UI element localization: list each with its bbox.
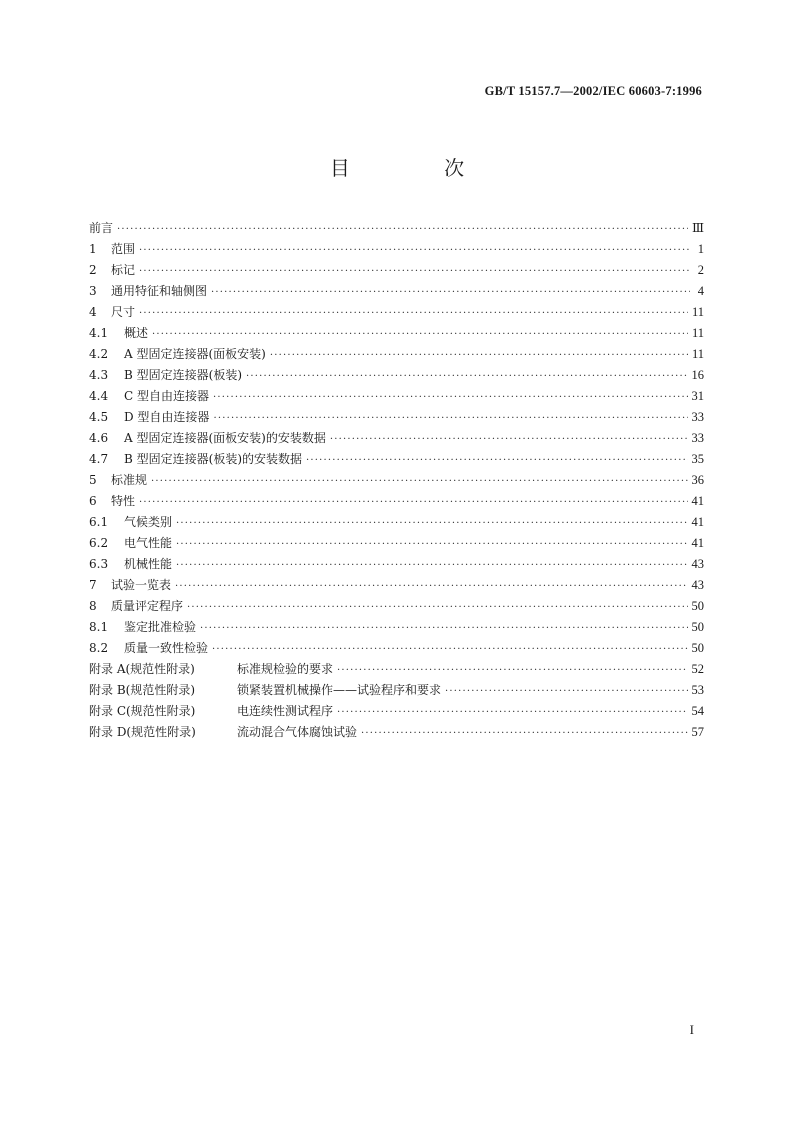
toc-entry[interactable] — [89, 428, 704, 449]
toc-entry-text: 气候类别 — [124, 515, 173, 529]
dot-leader — [445, 681, 687, 702]
toc-entry-number: 4.2 — [89, 347, 109, 361]
toc-page-number: 11 — [691, 347, 704, 361]
toc-entry-text: 标记 — [111, 263, 136, 277]
toc-page-number: 53 — [691, 683, 704, 697]
toc-page-number: 41 — [691, 536, 704, 550]
toc-entry-number: 5 — [89, 473, 97, 487]
dot-leader — [176, 534, 687, 555]
toc-entry[interactable] — [89, 596, 704, 617]
dot-leader — [246, 366, 688, 387]
toc-entry[interactable] — [89, 617, 704, 638]
annex-label: 附录 A(规范性附录) — [89, 662, 195, 676]
toc-entry[interactable] — [89, 281, 704, 302]
toc-page-number: 31 — [691, 389, 704, 403]
dot-leader — [211, 282, 690, 303]
dot-leader — [213, 387, 688, 408]
toc-entry-text: 通用特征和轴侧图 — [111, 284, 208, 298]
toc-entry[interactable] — [89, 491, 704, 512]
toc-page-number: 1 — [697, 242, 704, 256]
dot-leader — [151, 471, 687, 492]
toc-page-number: 11 — [691, 326, 704, 340]
toc-page-number: 57 — [691, 725, 704, 739]
toc-entry[interactable] — [89, 512, 704, 533]
toc-entry-text: 标准规 — [111, 473, 148, 487]
dot-leader — [187, 597, 687, 618]
toc-entry-number: 4.6 — [89, 431, 109, 445]
dot-leader — [212, 639, 687, 660]
toc-entry-number: 8.2 — [89, 641, 109, 655]
dot-leader — [139, 303, 688, 324]
dot-leader — [337, 660, 687, 681]
toc-entry-text: A 型固定连接器(面板安装) — [124, 347, 266, 361]
toc-page-number: 16 — [691, 368, 704, 382]
toc-entry-text: 范围 — [111, 242, 136, 256]
dot-leader — [270, 345, 688, 366]
toc-entry[interactable] — [89, 575, 704, 596]
toc-entry[interactable] — [89, 554, 704, 575]
toc-page-number: 41 — [691, 515, 704, 529]
toc-entry[interactable] — [89, 470, 704, 491]
toc-page-number: 11 — [691, 305, 704, 319]
annex-title: 电连续性测试程序 — [237, 704, 334, 718]
toc-entry-foreword[interactable] — [89, 218, 704, 239]
dot-leader — [175, 576, 687, 597]
annex-label: 附录 D(规范性附录) — [89, 725, 196, 739]
toc-entry-number: 4.3 — [89, 368, 109, 382]
toc-entry-text: 机械性能 — [124, 557, 173, 571]
toc-entry-number: 7 — [89, 578, 97, 592]
toc-entry[interactable] — [89, 323, 704, 344]
toc-entry-text: B 型固定连接器(板装)的安装数据 — [124, 452, 302, 466]
toc-entry-text: 电气性能 — [124, 536, 173, 550]
toc-page-number: 2 — [697, 263, 704, 277]
dot-leader — [139, 261, 690, 282]
annex-label: 附录 C(规范性附录) — [89, 704, 196, 718]
toc-entry-text: B 型固定连接器(板装) — [124, 368, 242, 382]
toc-entry-text: 概述 — [124, 326, 149, 340]
annex-title: 标准规检验的要求 — [237, 662, 334, 676]
toc-entry-text: 前言 — [89, 221, 114, 235]
toc-entry-number: 6 — [89, 494, 97, 508]
toc-entry-number: 4 — [89, 305, 97, 319]
toc-entry-number: 4.5 — [89, 410, 109, 424]
toc-page-number: 54 — [691, 704, 704, 718]
toc-entry[interactable] — [89, 449, 704, 470]
dot-leader — [176, 555, 687, 576]
dot-leader — [139, 240, 690, 261]
toc-page-number: 35 — [691, 452, 704, 466]
dot-leader — [139, 492, 687, 513]
dot-leader — [200, 618, 687, 639]
toc-entry-text: A 型固定连接器(面板安装)的安装数据 — [124, 431, 326, 445]
footer-page-number: I — [689, 1022, 694, 1037]
toc-entry-number: 6.2 — [89, 536, 109, 550]
toc-entry-number: 4.1 — [89, 326, 109, 340]
toc-entry-text: D 型自由连接器 — [124, 410, 210, 424]
toc-annex-c[interactable] — [89, 701, 704, 722]
toc-entry-text: 特性 — [111, 494, 136, 508]
toc-page-number: 43 — [691, 578, 704, 592]
annex-label: 附录 B(规范性附录) — [89, 683, 195, 697]
toc-entry[interactable] — [89, 533, 704, 554]
dot-leader — [330, 429, 688, 450]
annex-title: 锁紧装置机械操作——试验程序和要求 — [237, 683, 442, 697]
dot-leader — [213, 408, 687, 429]
toc-entry-text: 试验一览表 — [111, 578, 172, 592]
toc-entry[interactable] — [89, 407, 704, 428]
dot-leader — [152, 324, 688, 345]
toc-page-number: 50 — [691, 599, 704, 613]
toc-annex-a[interactable] — [89, 659, 704, 680]
toc-entry-number: 6.3 — [89, 557, 109, 571]
toc-entry-number: 6.1 — [89, 515, 109, 529]
toc-page-number: 50 — [691, 641, 704, 655]
toc-entry[interactable] — [89, 638, 704, 659]
toc-page-number: 33 — [691, 431, 704, 445]
toc-page-number: 50 — [691, 620, 704, 634]
toc-entry-number: 2 — [89, 263, 97, 277]
toc-entry[interactable] — [89, 239, 704, 260]
toc-entry[interactable] — [89, 365, 704, 386]
toc-entry-text: 质量一致性检验 — [124, 641, 209, 655]
dot-leader — [361, 723, 687, 744]
standard-code: GB/T 15157.7—2002/IEC 60603-7:1996 — [484, 84, 702, 98]
dot-leader — [176, 513, 687, 534]
toc-annex-b[interactable] — [89, 680, 704, 701]
toc-entry-text: 质量评定程序 — [111, 599, 184, 613]
toc-entry[interactable] — [89, 386, 704, 407]
page-title: 目 次 — [329, 156, 509, 180]
toc-entry[interactable] — [89, 260, 704, 281]
toc-entry-number: 1 — [89, 242, 97, 256]
toc-annex-d[interactable] — [89, 722, 704, 743]
toc-entry-number: 8 — [89, 599, 97, 613]
toc-entry-text: 鉴定批准检验 — [124, 620, 197, 634]
toc-page-number: 43 — [691, 557, 704, 571]
toc-entry[interactable] — [89, 344, 704, 365]
toc-page-number: Ⅲ — [691, 221, 704, 235]
table-of-contents — [89, 218, 704, 743]
toc-page-number: 36 — [691, 473, 704, 487]
toc-entry-number: 4.7 — [89, 452, 109, 466]
dot-leader — [117, 219, 688, 240]
toc-page-number: 52 — [691, 662, 704, 676]
toc-page-number: 4 — [697, 284, 704, 298]
toc-entry-text: C 型自由连接器 — [124, 389, 209, 403]
annex-title: 流动混合气体腐蚀试验 — [237, 725, 358, 739]
toc-entry-number: 3 — [89, 284, 97, 298]
toc-entry-number: 8.1 — [89, 620, 109, 634]
dot-leader — [337, 702, 687, 723]
toc-page-number: 41 — [691, 494, 704, 508]
toc-entry-text: 尺寸 — [111, 305, 136, 319]
toc-entry[interactable] — [89, 302, 704, 323]
toc-entry-number: 4.4 — [89, 389, 109, 403]
dot-leader — [306, 450, 688, 471]
toc-page-number: 33 — [691, 410, 704, 424]
